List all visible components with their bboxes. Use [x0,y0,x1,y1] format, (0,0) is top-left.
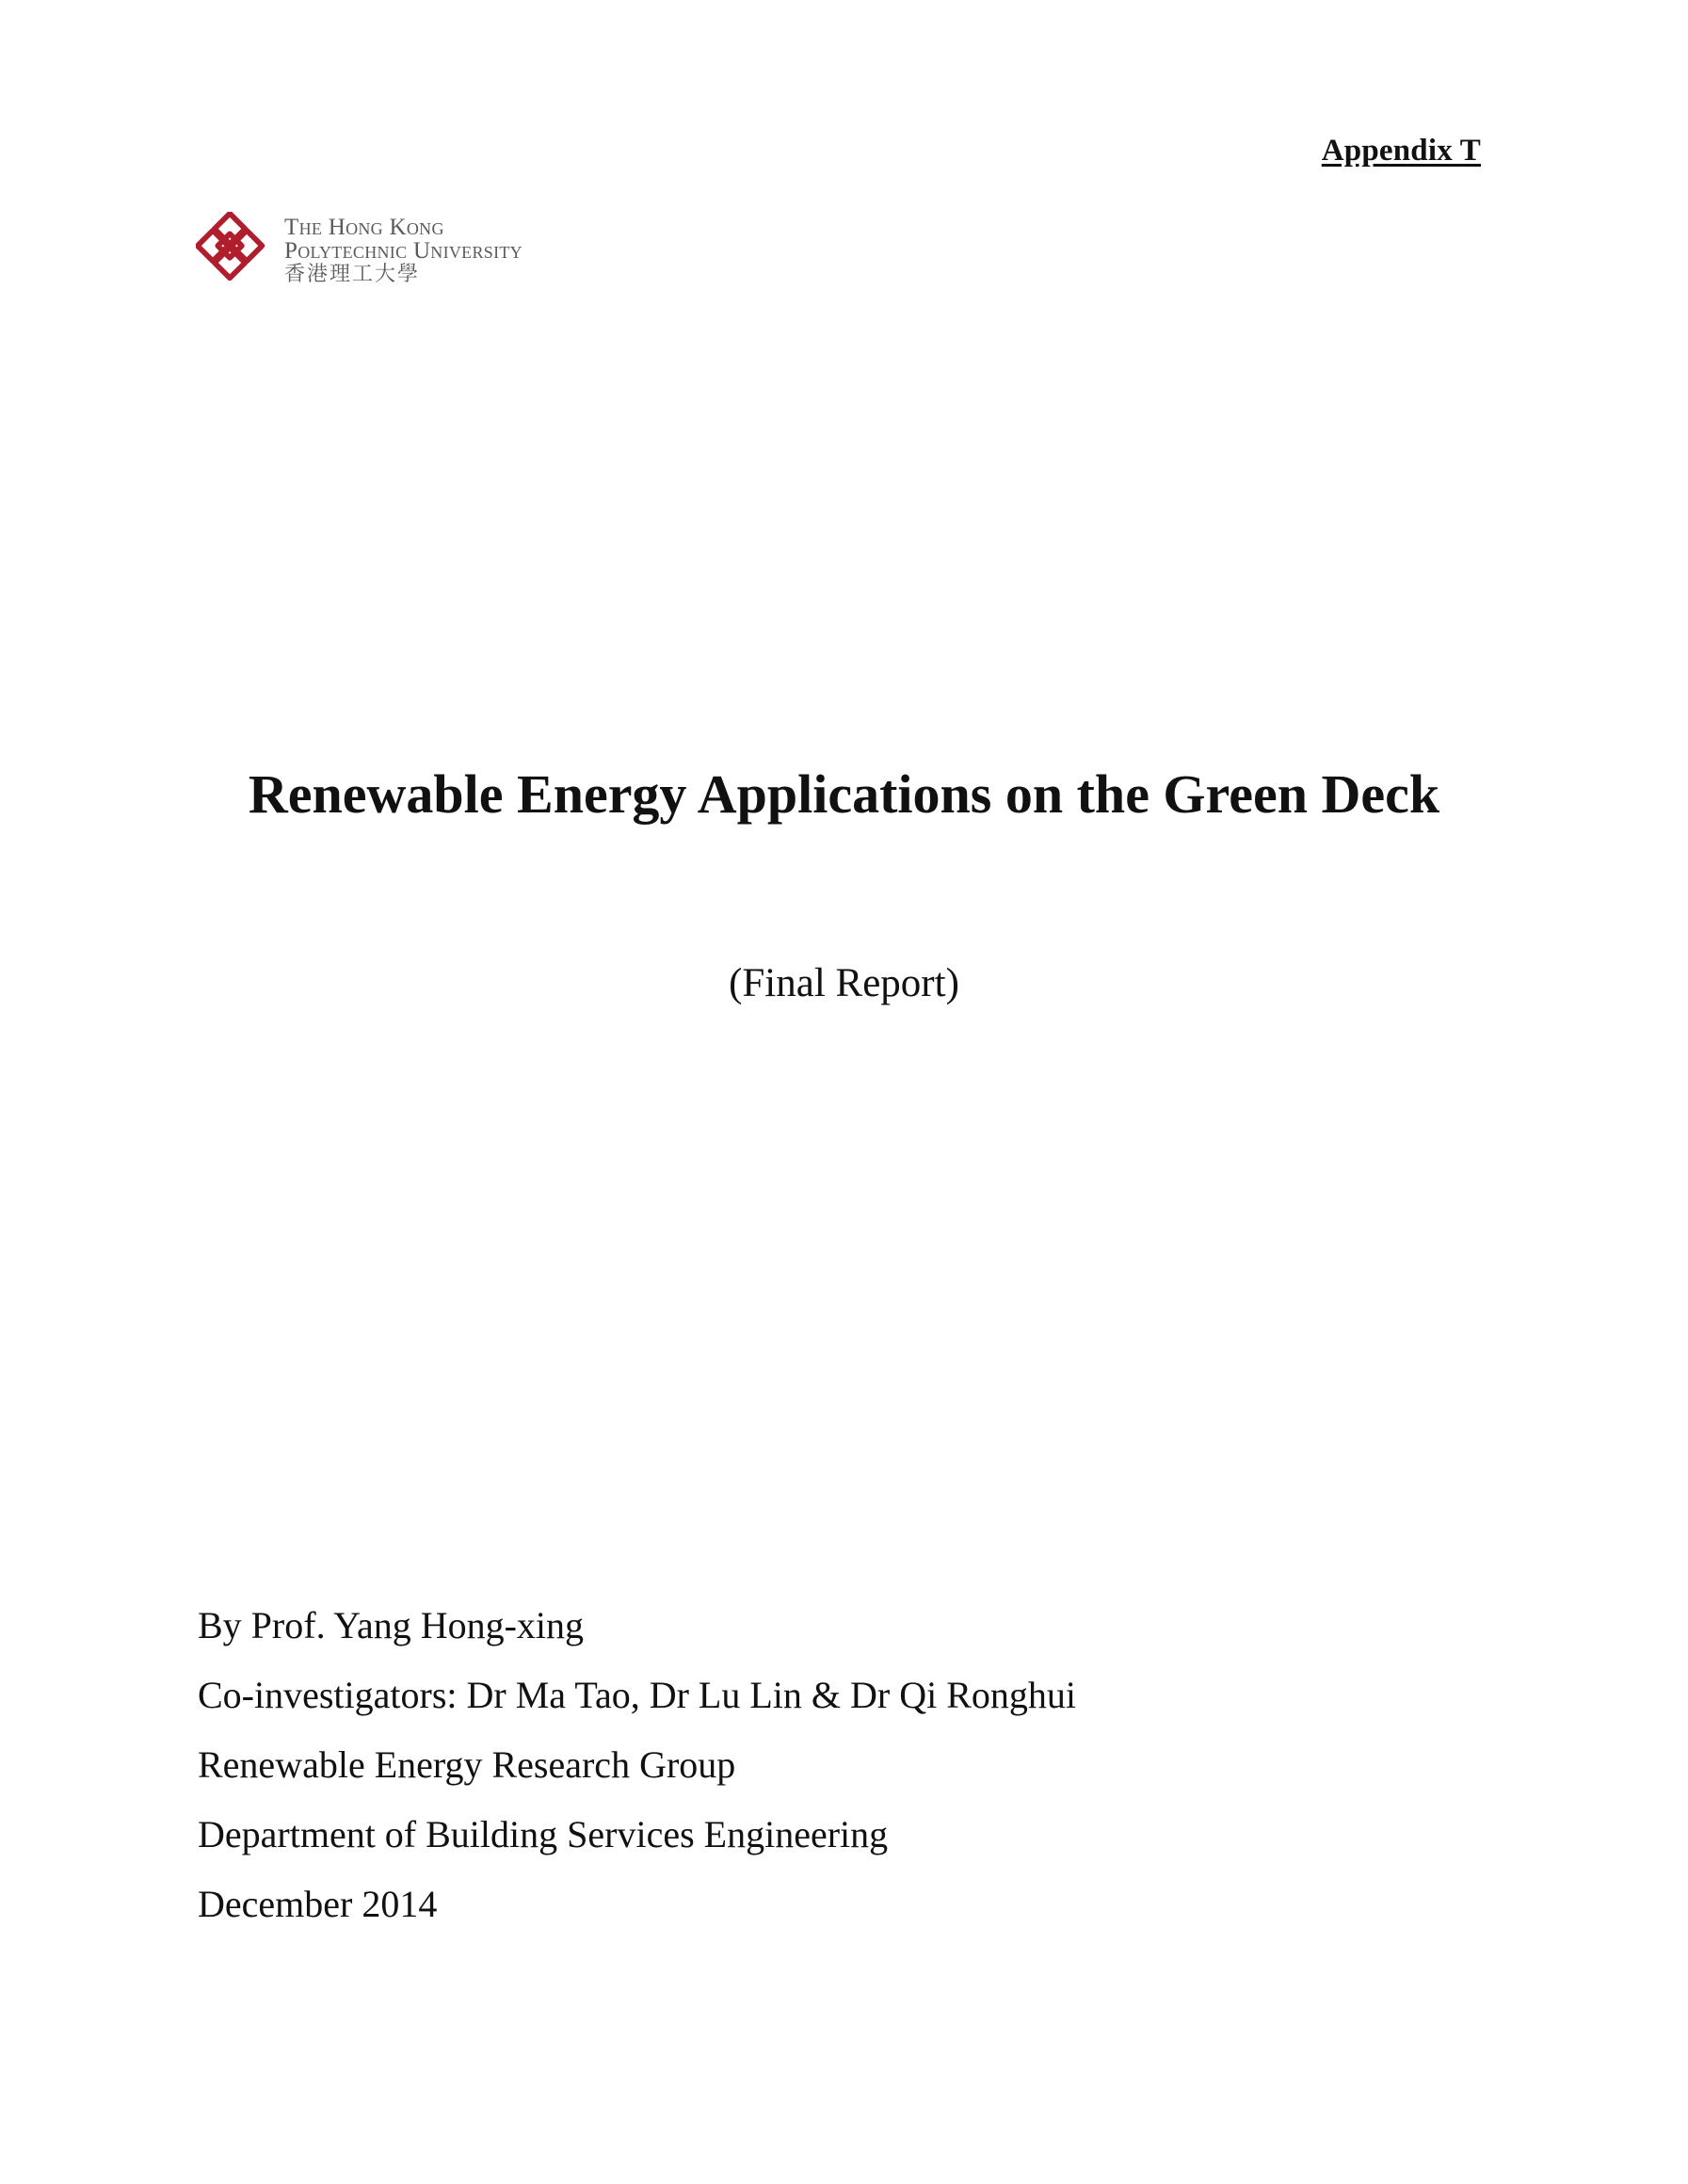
author-line: By Prof. Yang Hong-xing [198,1604,585,1646]
report-title: Renewable Energy Applications on the Green Deck [248,763,1440,825]
department-line: Department of Building Services Engineering [198,1813,889,1855]
report-info-block [198,1591,1076,1939]
university-logo [196,212,522,289]
coinvestigators-line: Co-investigators: Dr Ma Tao, Dr Lu Lin & Dr Qi Ronghui [198,1674,1077,1716]
logo-wordmark [284,216,522,285]
research-group-line: Renewable Energy Research Group [198,1743,736,1786]
logo-chinese-name: 香港理工大學 [284,263,421,286]
report-subtitle: (Final Report) [729,961,959,1005]
logo-line-2: Polytechnic University [284,238,522,264]
polyu-knot-icon [196,212,273,289]
date-line: December 2014 [198,1883,438,1925]
appendix-label: Appendix T [1321,134,1481,168]
logo-line-1: The Hong Kong [284,215,444,240]
